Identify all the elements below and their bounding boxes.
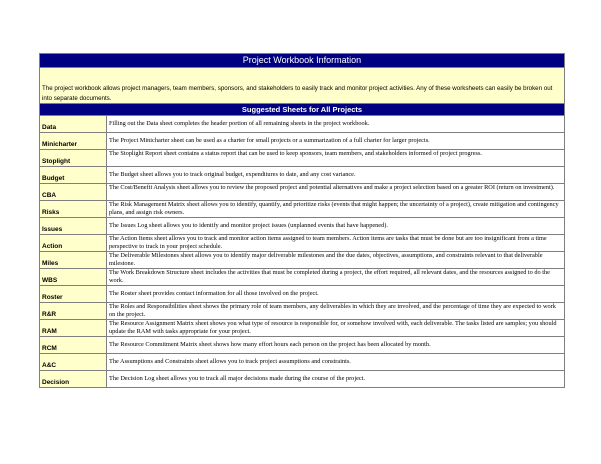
table-row: [40, 286, 564, 303]
section-subtitle: Suggested Sheets for All Projects: [40, 104, 564, 116]
sheet-description-cell[interactable]: The Resource Commitment Matrix sheet shows how many effort hours each person on the project has been allocated by month.: [109, 341, 431, 349]
table-row: [40, 320, 564, 337]
table-row: [40, 269, 564, 286]
sheet-description-cell[interactable]: The Stoplight Report sheet contains a status report that can be used to keep sponsors, team members, and stakeholders informed of project progress.: [109, 150, 482, 157]
sheet-description-cell[interactable]: The Roles and Responsibilities sheet shows the primary role of team members, any deliverables in which they are involved, and the percentage of time they are expected to work on the project.: [109, 303, 556, 318]
sheet-name-cell[interactable]: Miles: [40, 252, 107, 268]
sheet-description-cell[interactable]: The Work Breakdown Structure sheet includes the activities that must be completed during a project, the effort required, all relevant dates, and the resources assigned to do the work.: [109, 269, 550, 284]
sheet-name-cell[interactable]: Risks: [40, 201, 107, 217]
sheet-description-cell[interactable]: The Budget sheet allows you to track original budget, expenditures to date, and any cost variance.: [109, 171, 356, 179]
sheet-name-cell[interactable]: RCM: [40, 337, 107, 353]
sheet-description-cell[interactable]: Filling out the Data sheet completes the header portion of all remaining sheets in the project workbook.: [109, 120, 370, 128]
sheet-description-cell[interactable]: The Issues Log sheet allows you to identify and monitor project issues (unplanned events that have happened).: [109, 222, 388, 230]
sheet-description-cell[interactable]: The Project Minicharter sheet can be used as a charter for small projects or a summarization of a full charter for larger projects.: [109, 137, 430, 145]
sheet-name-cell[interactable]: R&R: [40, 303, 107, 319]
sheet-name-cell[interactable]: CBA: [40, 184, 107, 200]
sheet-name-cell[interactable]: WBS: [40, 269, 107, 285]
sheet-description-cell[interactable]: The Cost/Benefit Analysis sheet allows you to review the proposed project and potential alternatives and make a project selection based on a greater ROI (return on investment).: [109, 184, 555, 191]
sheet-name-cell[interactable]: Budget: [40, 167, 107, 183]
sheet-name-cell[interactable]: Data: [40, 116, 107, 132]
table-row: [40, 133, 564, 150]
table-row: [40, 252, 564, 269]
table-row: [40, 184, 564, 201]
table-row: [40, 116, 564, 133]
table-row: [40, 218, 564, 235]
sheet-name-cell[interactable]: Action: [40, 235, 107, 251]
sheet-description-cell[interactable]: The Deliverable Milestones sheet allows you to identify major deliverable milestones and the due dates, objectives, assumptions, and constraints relevant to that deliverable milestone.: [109, 252, 543, 267]
table-row: [40, 354, 564, 371]
sheet-description-cell[interactable]: The Decision Log sheet allows you to track all major decisions made during the course of the project.: [109, 375, 365, 383]
sheet-description-cell[interactable]: The Roster sheet provides contact information for all those involved on the project.: [109, 290, 319, 298]
sheet-name-cell[interactable]: A&C: [40, 354, 107, 370]
sheet-name-cell[interactable]: Minicharter: [40, 133, 107, 149]
sheet-description-cell[interactable]: The Action Items sheet allows you to track and monitor action items assigned to team members. Action items are tasks that must be done but are too insignificant from a time perspective to track in your project schedule.: [109, 235, 547, 250]
sheet-name-cell[interactable]: Stoplight: [40, 150, 107, 166]
sheet-name-cell[interactable]: Roster: [40, 286, 107, 302]
sheet-description-cell[interactable]: The Assumptions and Constraints sheet allows you to track project assumptions and constraints.: [109, 358, 351, 366]
sheet-description-cell[interactable]: The Resource Assignment Matrix sheet shows you what type of resource is responsible for, or somehow involved with, each deliverable. The tasks listed are samples; you should update the RAM with tasks appropriate for your project.: [109, 320, 557, 335]
table-row: [40, 371, 564, 388]
intro-text: The project workbook allows project managers, team members, sponsors, and stakeholders to easily track and monitor project activities. Any of these worksheets can easily be broken out into separate documents.: [40, 68, 564, 104]
table-row: [40, 235, 564, 252]
table-row: [40, 150, 564, 167]
sheet-description-cell[interactable]: The Risk Management Matrix sheet allows you to identify, quantify, and prioritize risks (events that might happen; the uncertainty of a project), create mitigation and contingency plans, and assign risk owners.: [109, 201, 559, 216]
table-row: [40, 303, 564, 320]
sheet-name-cell[interactable]: Decision: [40, 371, 107, 387]
workbook-sheet: [39, 53, 565, 388]
table-row: [40, 201, 564, 218]
sheet-name-cell[interactable]: RAM: [40, 320, 107, 336]
table-row: [40, 337, 564, 354]
table-row: [40, 167, 564, 184]
sheet-title: Project Workbook Information: [40, 54, 564, 68]
sheet-name-cell[interactable]: Issues: [40, 218, 107, 234]
